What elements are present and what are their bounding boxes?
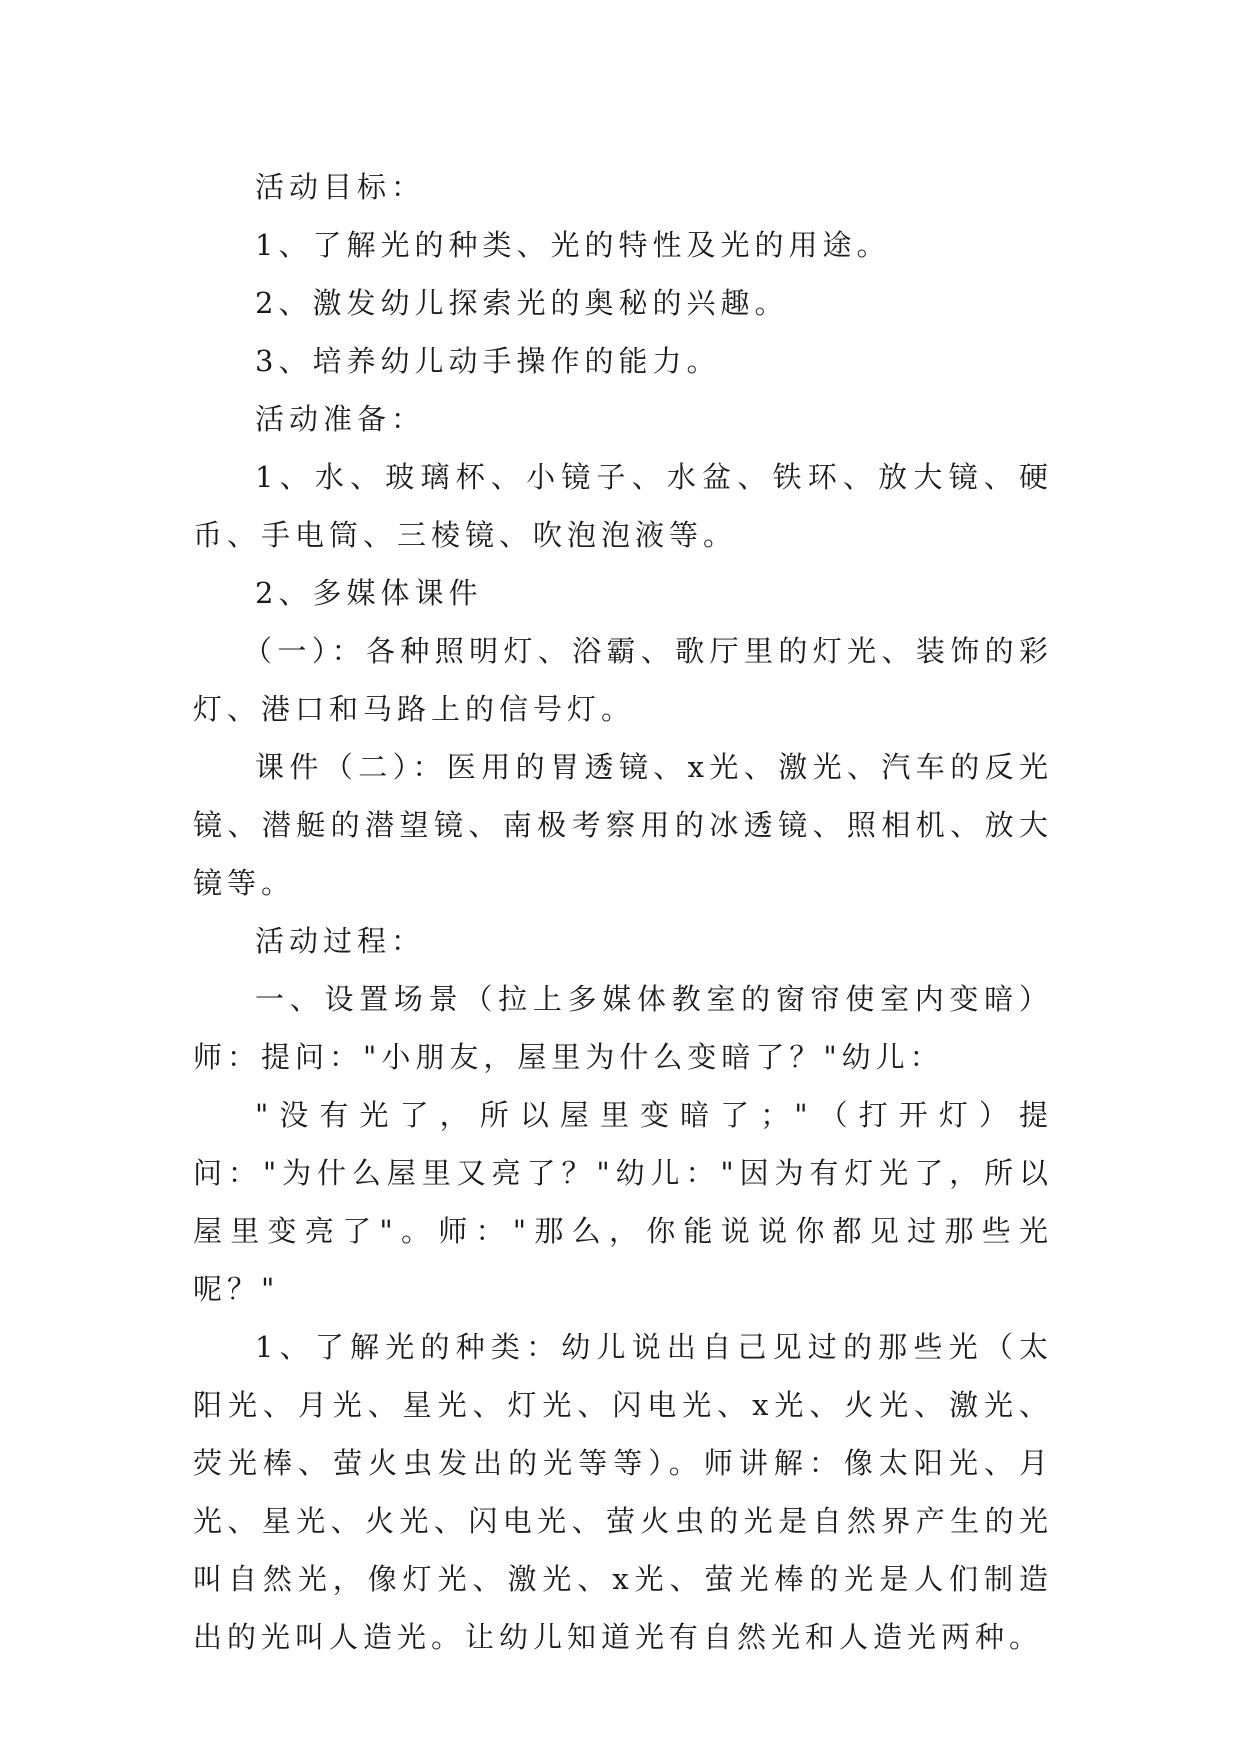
goal-item-2: 2、激发幼儿探索光的奥秘的兴趣。 xyxy=(255,286,789,320)
goal-item-3: 3、培养幼儿动手操作的能力。 xyxy=(255,344,721,378)
process-dialogue: "没有光了，所以屋里变暗了；"（打开灯）提问："为什么屋里又亮了？"幼儿："因为有灯光了，所以屋里变亮了"。师："那么，你能说说你都见过那些光呢？" xyxy=(193,1098,1053,1306)
heading-activity-goals: 活动目标： xyxy=(255,170,426,204)
process-light-types: 1、了解光的种类：幼儿说出自己见过的那些光（太阳光、月光、星光、灯光、闪电光、x光、火光、激光、荧光棒、萤火虫发出的光等等）。师讲解：像太阳光、月光、星光、火光、闪电光、萤火虫的光是自然界产生的光叫自然光，像灯光、激光、x光、萤光棒的光是人们制造出的光叫人造光。让幼儿知道光有自然光和人造光两种。 xyxy=(193,1330,1053,1654)
goal-item-1: 1、了解光的种类、光的特性及光的用途。 xyxy=(255,228,891,262)
courseware-part-1: （一）：各种照明灯、浴霸、歌厅里的灯光、装饰的彩灯、港口和马路上的信号灯。 xyxy=(193,634,1053,726)
heading-activity-process: 活动过程： xyxy=(255,924,426,958)
process-step-1: 一、设置场景（拉上多媒体教室的窗帘使室内变暗）师：提问："小朋友，屋里为什么变暗了？"幼儿： xyxy=(193,982,1053,1074)
courseware-part-2: 课件（二）：医用的胃透镜、x光、激光、汽车的反光镜、潜艇的潜望镜、南极考察用的冰透镜、照相机、放大镜等。 xyxy=(193,750,1053,900)
document-body xyxy=(193,158,1053,1666)
heading-activity-preparation: 活动准备： xyxy=(255,402,426,436)
preparation-item-1: 1、水、玻璃杯、小镜子、水盆、铁环、放大镜、硬币、手电筒、三棱镜、吹泡泡液等。 xyxy=(193,460,1053,552)
preparation-item-2: 2、多媒体课件 xyxy=(255,576,483,610)
